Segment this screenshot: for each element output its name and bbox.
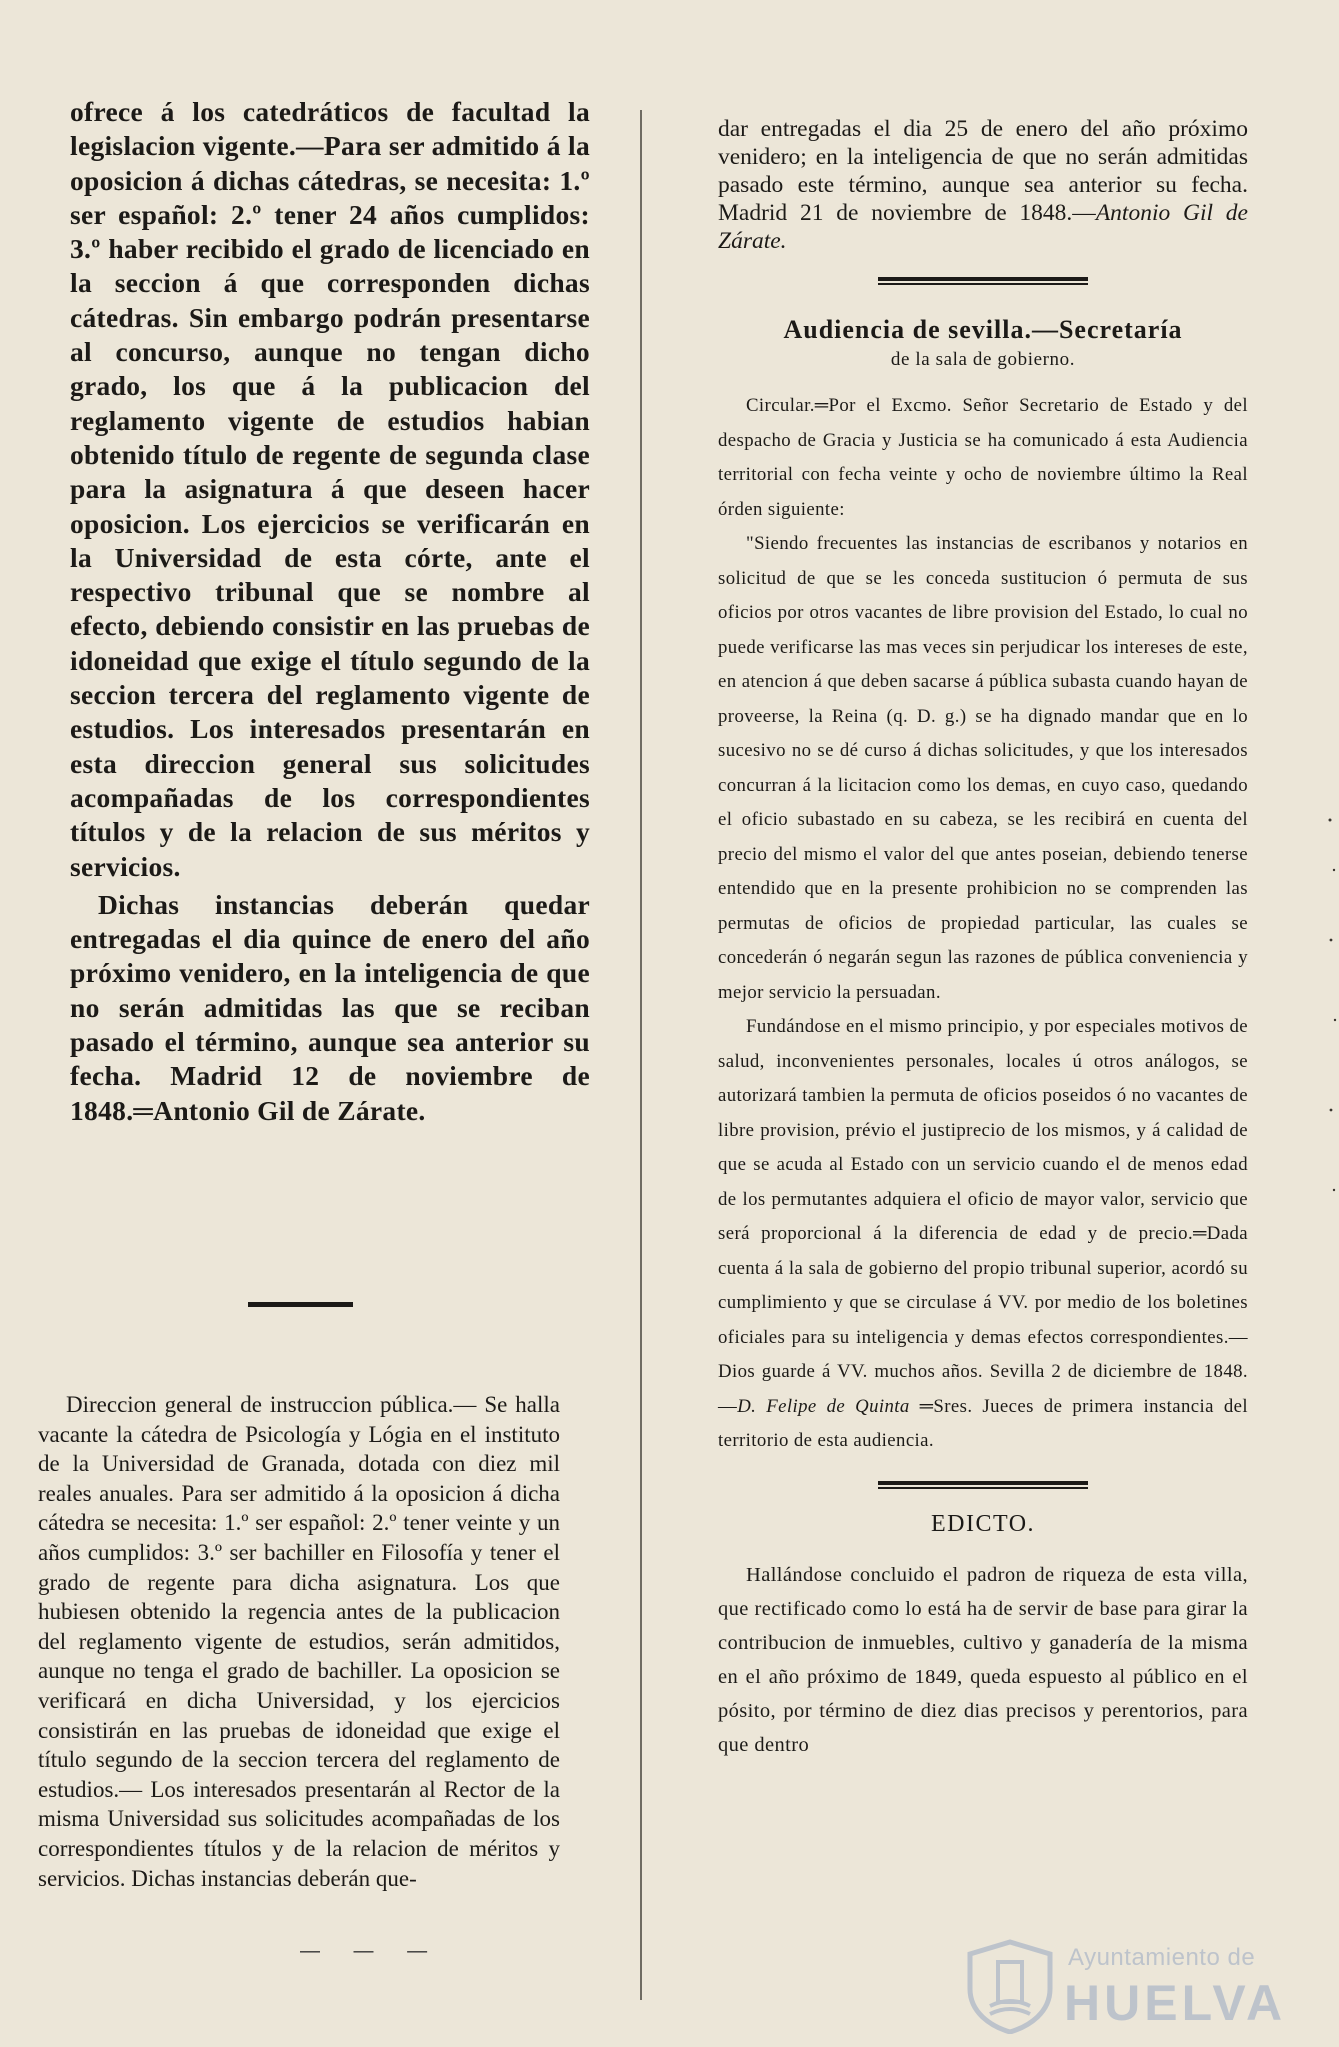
double-rule-2 [878, 1481, 1088, 1489]
edicto-title: EDICTO. [930, 1510, 1036, 1537]
circular-signature: D. Felipe de Quinta [737, 1395, 910, 1417]
continuation-text: dar entregadas el dia 25 de enero del año próximo venidero; en la inteligencia de que no serán admitidas pasado este término, aunque sea anterior su fecha. Madrid 21 de noviembre de 1848.— [718, 116, 1248, 226]
ayuntamiento-huelva-watermark [960, 1930, 1320, 2040]
circular-closing: ═Sres. Jueces de primera instancia del territorio de esta audiencia. [718, 1395, 1248, 1451]
circular-intro: Circular.═Por el Excmo. Señor Secretario de Estado y del despacho de Gracia y Justicia se ha comunicado á esta Audiencia territorial con fecha veinte y ocho de noviembre último la Real órden siguiente: [718, 395, 1248, 520]
watermark-line2: HUELVA [1064, 1975, 1287, 2031]
left-notice-instruccion-publica [38, 1390, 560, 1893]
left-notice-text: Direccion general de instruccion pública.— Se halla vacante la cátedra de Psicología y Lógia en el instituto de la Universidad de Granada, dotada con diez mil reales anuales. Para ser admitido á la oposicion á dicha cátedra se necesita: 1.º ser español: 2.º tener veinte y un años cumplidos: 3.º ser bachiller en Filosofía y tener el grado de regente para dicha asignatura. Los que hubiesen obtenido la regencia antes de la publicacion del reglamento vigente de estudios, serán admitidos, aunque no tenga el grado de bachiller. La oposicion se verificará en dicha Universidad, y los ejercicios consistirán en las pruebas de idoneidad que exige el título segundo de la seccion tercera del reglamento de estudios.— Los interesados presentarán al Rector de la misma Universidad sus solicitudes acompañadas de los correspondientes títulos y de la relacion de méritos y servicios. Dichas instancias deberán que- [38, 1392, 560, 1891]
continuation-signature: Antonio Gil de Zárate. [718, 200, 1248, 254]
audiencia-subheading: de la sala de gobierno. [890, 349, 1076, 370]
column-divider [640, 110, 642, 2000]
section-separator-rule [248, 1302, 353, 1307]
left-column [70, 95, 590, 1128]
right-continuation [718, 115, 1248, 255]
huelva-seal-icon [960, 1934, 1060, 2034]
circular-quote: "Siendo frecuentes las instancias de escribanos y notarios en solicitud de que se les conceda sustitucion ó permuta de sus oficios por otros vacantes de libre provision del Estado, lo cual no puede verificarse las mas veces sin perjudicar los intereses de este, en atencion á que deben sacarse á pública subasta cuando hayan de proveerse, la Reina (q. D. g.) se ha dignado mandar que en lo sucesivo no se dé curso á dichas solicitudes, y que los interesados concurran á la licitacion como los demas, en cuyo caso, quedando el oficio subastado en su cabeza, se les recibirá en cuenta del precio del mismo el valor del que antes poseian, debiendo tenerse entendido que en la presente prohibicion no se comprenden las permutas de oficios de propiedad particular, las cuales se concederán ó negarán segun las razones de pública conveniencia y mejor servicio la persuadan. [718, 533, 1248, 1003]
circular-p3-text: Fundándose en el mismo principio, y por especiales motivos de salud, inconvenientes personales, locales ú otros análogos, se autorizará tambien la permuta de oficios poseidos ó no vacantes de libre provision, prévio el justiprecio de los mismos, y á calidad de que se acuda al Estado con un servicio cuando el de menos edad de los permutantes adquiera el oficio de mayor valor, servicio que será proporcional á la diferencia de edad y de precio.═Dada cuenta á la sala de gobierno del propio tribunal superior, acordó su cumplimiento y que se circulase á VV. por medio de los boletines oficiales para su inteligencia y demas efectos correspondientes.—Dios guarde á VV. muchos años. Sevilla 2 de diciembre de 1848.— [718, 1016, 1248, 1417]
left-paragraph-2: Dichas instancias deberán quedar entregadas el dia quince de enero del año próximo venidero, en la inteligencia de que no serán admitidas las que se reciban pasado el término, aunque sea anterior su fecha. Madrid 12 de noviembre de 1848.═Antonio Gil de Zárate. [70, 888, 590, 1126]
left-paragraph-1: ofrece á los catedráticos de facultad la legislacion vigente.—Para ser admitido á la oposicion á dichas cátedras, se necesita: 1.º ser español: 2.º tener 24 años cumplidos: 3.º haber recibido el grado de licenciado en la seccion á que corresponden dichas cátedras. Sin embargo podrán presentarse al concurso, aunque no tengan dicho grado, los que á la publicacion del reglamento vigente de estudios habian obtenido título de regente de segunda clase para la asignatura á que deseen hacer oposicion. Los ejercicios se verificarán en la Universidad de esta córte, ante el respectivo tribunal que se nombre al efecto, debiendo consistir en las pruebas de idoneidad que exige el título segundo de la seccion tercera del reglamento vigente de estudios. Los interesados presentarán en esta direccion general sus solicitudes acompañadas de los correspondientes títulos y de la relacion de sus méritos y servicios. [70, 96, 590, 882]
edicto-text: Hallándose concluido el padron de riqueza de esta villa, que rectificado como lo está ha de servir de base para girar la contribucion de inmuebles, cultivo y ganadería de la misma en el año próximo de 1849, queda espuesto al público en el pósito, por término de diez dias precisos y perentorios, para que dentro [718, 1563, 1248, 1756]
double-rule-1 [878, 277, 1088, 285]
edge-marks [1325, 810, 1339, 1230]
circular-paragraph-3 [718, 1010, 1248, 1459]
right-column [718, 115, 1248, 1762]
audiencia-heading: Audiencia de sevilla.—Secretaría [783, 315, 1183, 344]
watermark-line1: Ayuntamiento de [1068, 1944, 1256, 1971]
bottom-dashes: — — — [300, 1940, 442, 1962]
